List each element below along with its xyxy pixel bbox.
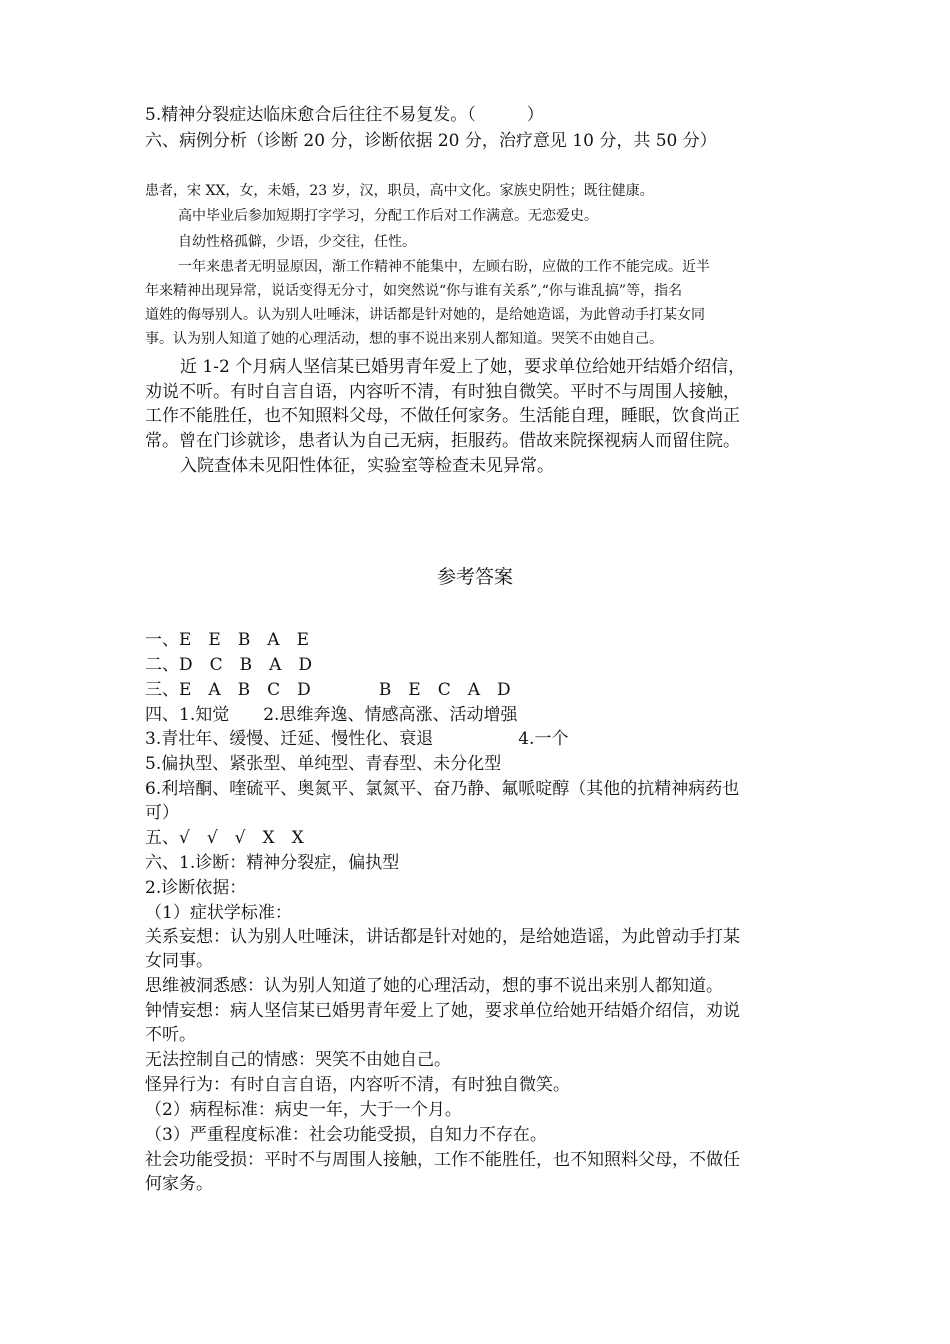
answer-line: （2）病程标准：病史一年，大于一个月。 bbox=[145, 1100, 462, 1120]
case-line: 道姓的侮辱别人。认为别人吐唾沫，讲话都是针对她的，是给她造谣，为此曾动手打某女同 bbox=[145, 307, 705, 323]
case-line: 劝说不听。有时自言自语，内容听不清，有时独自微笑。平时不与周围人接触， bbox=[145, 382, 740, 402]
answer-line: 怪异行为：有时自言自语，内容听不清，有时独自微笑。 bbox=[145, 1075, 570, 1095]
answer-line: 可） bbox=[145, 803, 179, 823]
answer-line: 六、1.诊断：精神分裂症，偏执型 bbox=[145, 853, 400, 873]
case-line: 一年来患者无明显原因，渐工作精神不能集中，左顾右盼，应做的工作不能完成。近半 bbox=[178, 259, 710, 275]
answer-line: 关系妄想：认为别人吐唾沫，讲话都是针对她的，是给她造谣，为此曾动手打某 bbox=[145, 927, 740, 947]
case-line: 工作不能胜任，也不知照料父母，不做任何家务。生活能自理，睡眠，饮食尚正 bbox=[145, 406, 740, 426]
answer-line: 不听。 bbox=[145, 1025, 196, 1045]
answer-line: 女同事。 bbox=[145, 951, 213, 971]
case-line: 患者，宋 XX，女，未婚，23 岁，汉，职员，高中文化。家族史阴性；既往健康。 bbox=[145, 183, 654, 199]
question-5: 5.精神分裂症达临床愈合后往往不易复发。（ ） bbox=[145, 105, 544, 125]
answer-line: 何家务。 bbox=[145, 1174, 213, 1194]
case-line: 年来精神出现异常，说话变得无分寸，如突然说“你与谁有关系”,“你与谁乱搞”等，指名 bbox=[145, 283, 683, 299]
answer-line: 五、√ √ √ X X bbox=[145, 828, 304, 848]
case-line: 高中毕业后参加短期打字学习，分配工作后对工作满意。无恋爱史。 bbox=[178, 208, 598, 224]
answer-line: 三、E A B C D B E C A D bbox=[145, 680, 511, 700]
answer-line: 四、1.知觉 2.思维奔逸、情感高涨、活动增强 bbox=[145, 705, 518, 725]
case-line: 近 1-2 个月病人坚信某已婚男青年爱上了她，要求单位给她开结婚介绍信， bbox=[180, 357, 746, 377]
case-line: 自幼性格孤僻，少语，少交往，任性。 bbox=[178, 234, 416, 250]
case-line: 入院查体未见阳性体征，实验室等检查未见异常。 bbox=[180, 456, 554, 476]
answers-heading: 参考答案 bbox=[436, 566, 513, 588]
case-line: 事。认为别人知道了她的心理活动，想的事不说出来别人都知道。哭笑不由她自己。 bbox=[145, 331, 663, 347]
answer-line: 5.偏执型、紧张型、单纯型、青春型、未分化型 bbox=[145, 754, 502, 774]
answer-line: 无法控制自己的情感：哭笑不由她自己。 bbox=[145, 1050, 451, 1070]
answer-line: 3.青壮年、缓慢、迁延、慢性化、衰退 4.一个 bbox=[145, 729, 569, 749]
case-line: 常。曾在门诊就诊，患者认为自己无病，拒服药。借故来院探视病人而留住院。 bbox=[145, 431, 740, 451]
answer-line: 一、E E B A E bbox=[145, 630, 309, 650]
answer-line: 钟情妄想：病人坚信某已婚男青年爱上了她，要求单位给她开结婚介绍信，劝说 bbox=[145, 1001, 740, 1021]
answer-line: （1）症状学标准： bbox=[145, 903, 292, 923]
section-6-title: 六、病例分析（诊断 20 分，诊断依据 20 分，治疗意见 10 分，共 50 分） bbox=[145, 131, 717, 151]
answer-line: 6.利培酮、喹硫平、奥氮平、氯氮平、奋乃静、氟哌啶醇（其他的抗精神病药也 bbox=[145, 779, 740, 799]
answer-line: （3）严重程度标准：社会功能受损，自知力不存在。 bbox=[145, 1125, 547, 1145]
answer-line: 2.诊断依据： bbox=[145, 878, 247, 898]
answer-line: 二、D C B A D bbox=[145, 655, 313, 675]
answer-line: 思维被洞悉感：认为别人知道了她的心理活动，想的事不说出来别人都知道。 bbox=[145, 976, 723, 996]
answer-line: 社会功能受损：平时不与周围人接触，工作不能胜任，也不知照料父母，不做任 bbox=[145, 1150, 740, 1170]
